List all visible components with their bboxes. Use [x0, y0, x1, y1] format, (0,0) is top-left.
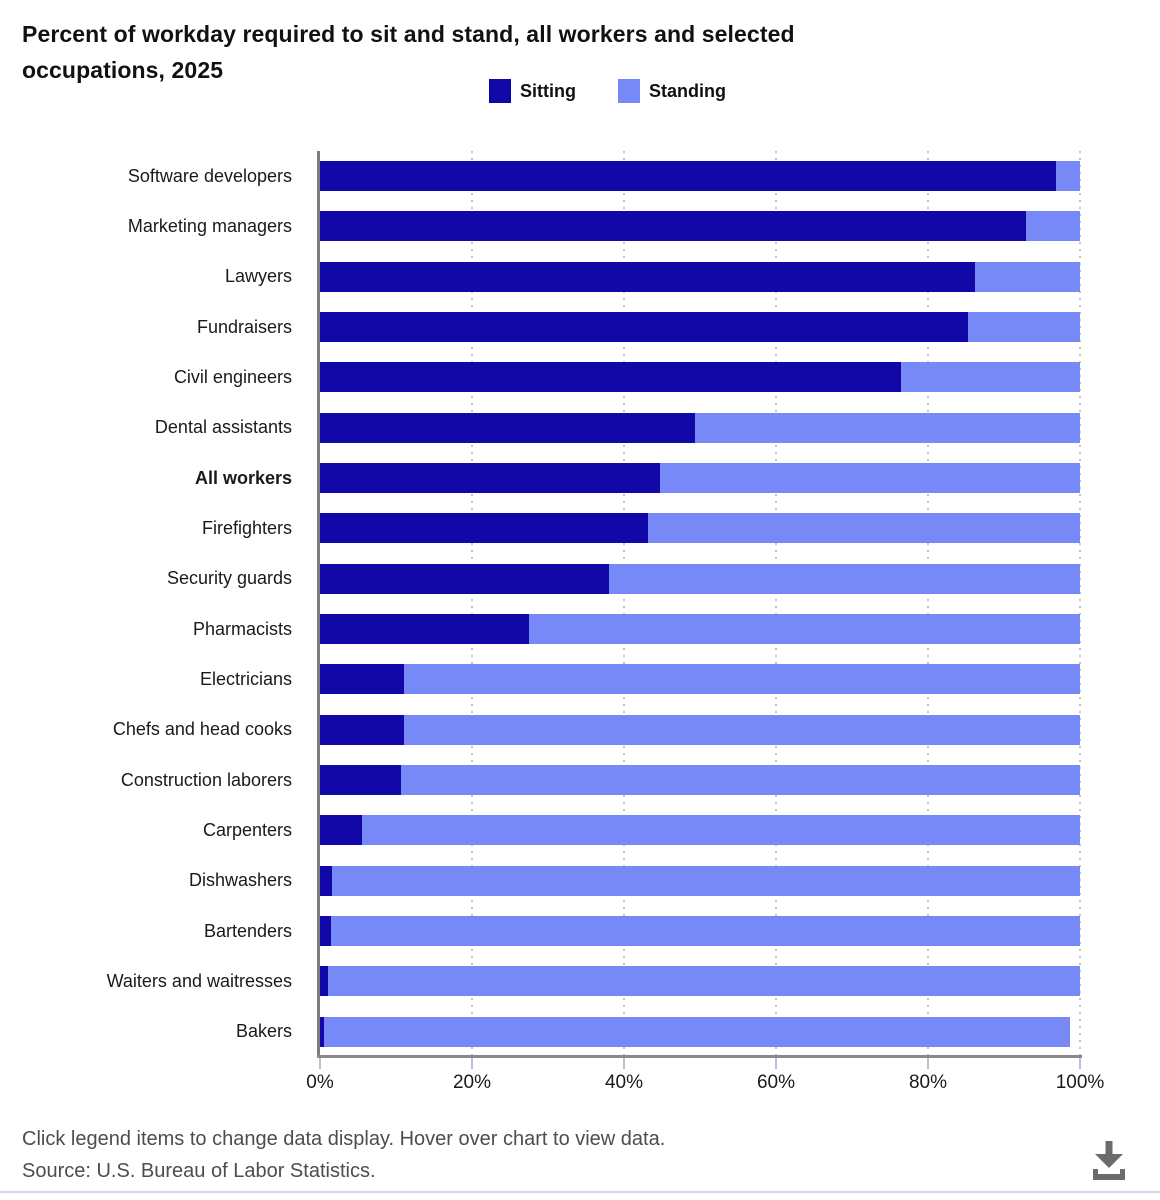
- standing-segment[interactable]: [404, 715, 1080, 745]
- bar-row[interactable]: [320, 352, 1080, 402]
- sitting-segment[interactable]: [320, 866, 332, 896]
- standing-segment[interactable]: [324, 1017, 1070, 1047]
- sitting-segment[interactable]: [320, 966, 328, 996]
- x-axis-tick-label: 100%: [1055, 1072, 1105, 1093]
- bottom-divider: [0, 1191, 1160, 1193]
- sitting-segment[interactable]: [320, 312, 968, 342]
- x-axis-tick: [319, 1058, 321, 1069]
- sitting-segment[interactable]: [320, 715, 404, 745]
- standing-segment[interactable]: [648, 513, 1080, 543]
- bar-row[interactable]: [320, 755, 1080, 805]
- standing-segment[interactable]: [529, 614, 1080, 644]
- y-axis-line: [317, 151, 320, 1057]
- sitting-swatch-icon: [489, 79, 511, 103]
- standing-segment[interactable]: [975, 262, 1080, 292]
- bar-row[interactable]: [320, 302, 1080, 352]
- legend-item-standing[interactable]: [618, 79, 726, 103]
- standing-segment[interactable]: [695, 413, 1080, 443]
- bar-row[interactable]: [320, 956, 1080, 1006]
- bar-row[interactable]: [320, 403, 1080, 453]
- stacked-bar[interactable]: [320, 815, 1080, 845]
- category-label: Security guards: [166, 568, 292, 589]
- stacked-bar[interactable]: [320, 362, 1080, 392]
- standing-segment[interactable]: [332, 866, 1080, 896]
- bar-row[interactable]: [320, 805, 1080, 855]
- standing-segment[interactable]: [331, 916, 1080, 946]
- standing-segment[interactable]: [968, 312, 1080, 342]
- x-axis-tick-label: 20%: [452, 1072, 492, 1093]
- stacked-bar[interactable]: [320, 866, 1080, 896]
- category-label: Dishwashers: [188, 870, 292, 891]
- plot-area[interactable]: [320, 151, 1080, 1057]
- x-axis-tick-label: 40%: [604, 1072, 644, 1093]
- category-label: Fundraisers: [196, 316, 292, 337]
- standing-swatch-icon: [618, 79, 640, 103]
- standing-segment[interactable]: [404, 664, 1080, 694]
- stacked-bar[interactable]: [320, 966, 1080, 996]
- chart-title: [22, 16, 1082, 88]
- bar-row[interactable]: [320, 654, 1080, 704]
- source-note: Source: U.S. Bureau of Labor Statistics.: [22, 1160, 376, 1182]
- stacked-bar[interactable]: [320, 1017, 1080, 1047]
- download-icon: [1086, 1138, 1132, 1184]
- sitting-segment[interactable]: [320, 211, 1026, 241]
- stacked-bar[interactable]: [320, 664, 1080, 694]
- category-label: Waiters and waitresses: [106, 970, 292, 991]
- stacked-bar[interactable]: [320, 564, 1080, 594]
- x-axis-tick-label: 0%: [306, 1072, 334, 1093]
- legend-item-sitting[interactable]: [489, 79, 576, 103]
- sitting-segment[interactable]: [320, 815, 362, 845]
- bar-row[interactable]: [320, 503, 1080, 553]
- stacked-bar[interactable]: [320, 161, 1080, 191]
- sitting-segment[interactable]: [320, 664, 404, 694]
- category-label: Bakers: [235, 1021, 292, 1042]
- sitting-segment[interactable]: [320, 262, 975, 292]
- bar-row[interactable]: [320, 554, 1080, 604]
- x-axis-line: [317, 1055, 1082, 1058]
- bar-row[interactable]: [320, 1007, 1080, 1057]
- chart-title-line-1: Percent of workday required to sit and stand, all workers and selected: [22, 21, 795, 47]
- legend-label-sitting: Sitting: [520, 80, 576, 101]
- legend-label-standing: Standing: [649, 80, 726, 101]
- stacked-bar[interactable]: [320, 614, 1080, 644]
- stacked-bar[interactable]: [320, 262, 1080, 292]
- download-button[interactable]: [1086, 1138, 1132, 1184]
- category-label: Carpenters: [202, 819, 292, 840]
- x-axis-tick: [623, 1058, 625, 1069]
- category-label: Firefighters: [201, 517, 292, 538]
- sitting-segment[interactable]: [320, 413, 695, 443]
- x-axis-tick: [1079, 1058, 1081, 1069]
- standing-segment[interactable]: [1056, 161, 1080, 191]
- bars-container: [320, 151, 1080, 1057]
- bar-row[interactable]: [320, 856, 1080, 906]
- category-label: Lawyers: [224, 266, 292, 287]
- x-axis-tick-label: 80%: [908, 1072, 948, 1093]
- category-label: Civil engineers: [173, 366, 292, 387]
- bar-row[interactable]: [320, 705, 1080, 755]
- standing-segment[interactable]: [401, 765, 1080, 795]
- stacked-bar[interactable]: [320, 312, 1080, 342]
- chart-title-line-2: occupations, 2025: [22, 57, 224, 83]
- standing-segment[interactable]: [328, 966, 1080, 996]
- sitting-segment[interactable]: [320, 614, 529, 644]
- x-axis-tick-label: 60%: [756, 1072, 796, 1093]
- legend: [489, 79, 726, 103]
- stacked-bar[interactable]: [320, 916, 1080, 946]
- standing-segment[interactable]: [609, 564, 1080, 594]
- standing-segment[interactable]: [901, 362, 1080, 392]
- sitting-segment[interactable]: [320, 765, 401, 795]
- bar-row[interactable]: [320, 604, 1080, 654]
- category-label: Pharmacists: [192, 618, 292, 639]
- stacked-bar[interactable]: [320, 413, 1080, 443]
- x-axis-tick: [471, 1058, 473, 1069]
- bar-row[interactable]: [320, 906, 1080, 956]
- category-label: Software developers: [127, 165, 292, 186]
- standing-segment[interactable]: [1026, 211, 1080, 241]
- sitting-segment[interactable]: [320, 362, 901, 392]
- sitting-segment[interactable]: [320, 513, 648, 543]
- bar-row[interactable]: [320, 252, 1080, 302]
- x-axis-tick: [775, 1058, 777, 1069]
- category-label: Chefs and head cooks: [112, 719, 292, 740]
- bar-row[interactable]: [320, 453, 1080, 503]
- standing-segment[interactable]: [362, 815, 1080, 845]
- bar-row[interactable]: [320, 201, 1080, 251]
- category-label: All workers: [194, 467, 292, 488]
- x-axis-tick: [927, 1058, 929, 1069]
- category-label: Dental assistants: [154, 417, 292, 438]
- category-label: Marketing managers: [127, 215, 292, 236]
- bar-row[interactable]: [320, 151, 1080, 201]
- stacked-bar[interactable]: [320, 765, 1080, 795]
- stacked-bar[interactable]: [320, 715, 1080, 745]
- sitting-segment[interactable]: [320, 564, 609, 594]
- stacked-bar[interactable]: [320, 463, 1080, 493]
- category-label: Bartenders: [203, 920, 292, 941]
- standing-segment[interactable]: [660, 463, 1080, 493]
- sitting-segment[interactable]: [320, 916, 331, 946]
- category-label: Electricians: [199, 668, 292, 689]
- interaction-note: Click legend items to change data display. Hover over chart to view data.: [22, 1128, 666, 1150]
- sitting-segment[interactable]: [320, 463, 660, 493]
- stacked-bar[interactable]: [320, 211, 1080, 241]
- category-labels: [0, 151, 292, 1057]
- sitting-segment[interactable]: [320, 161, 1056, 191]
- stacked-bar[interactable]: [320, 513, 1080, 543]
- category-label: Construction laborers: [120, 769, 292, 790]
